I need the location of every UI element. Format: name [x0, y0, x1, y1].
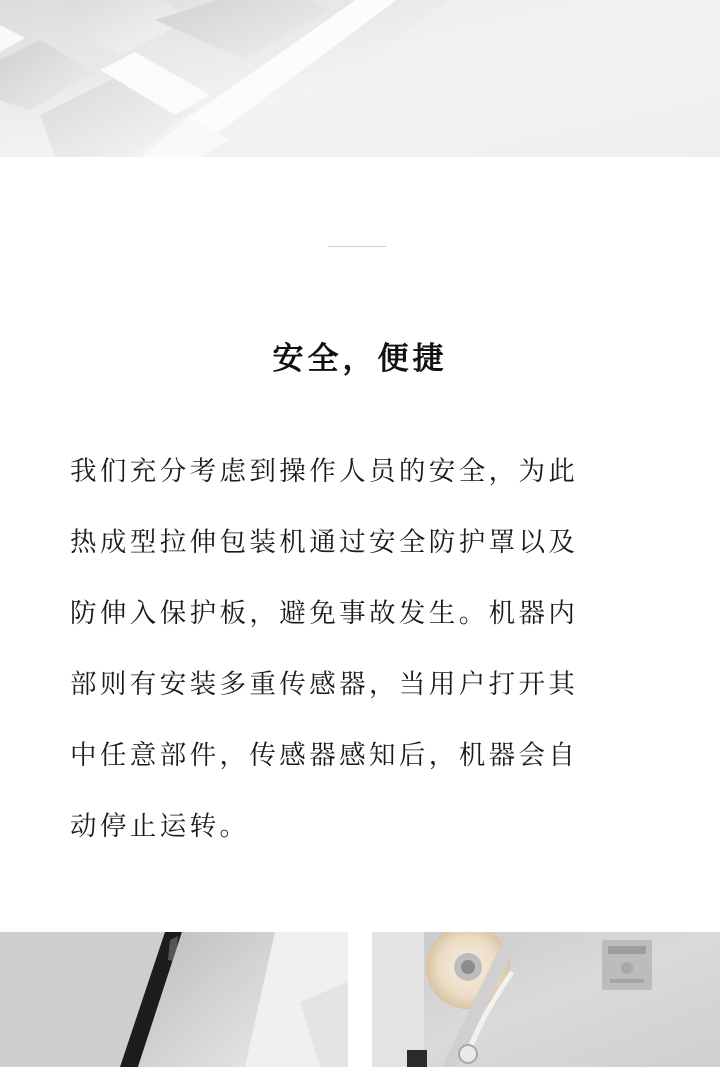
description-line: 中任意部件，传感器感知后，机器会自 [70, 740, 579, 771]
description-line: 动停止运转。 [70, 811, 250, 842]
section-description [70, 436, 652, 862]
description-line: 防伸入保护板，避免事故发生。机器内 [70, 598, 579, 629]
section-title: 安全，便捷 [272, 341, 448, 377]
description-line: 热成型拉伸包装机通过安全防护罩以及 [70, 527, 579, 558]
description-line: 部则有安装多重传感器，当用户打开其 [70, 669, 579, 700]
section-divider [328, 246, 386, 247]
description-line: 我们充分考虑到操作人员的安全，为此 [70, 456, 579, 487]
machine-roller-image [372, 932, 720, 1067]
machine-guard-image [0, 932, 348, 1067]
hero-tray-image [0, 0, 720, 157]
